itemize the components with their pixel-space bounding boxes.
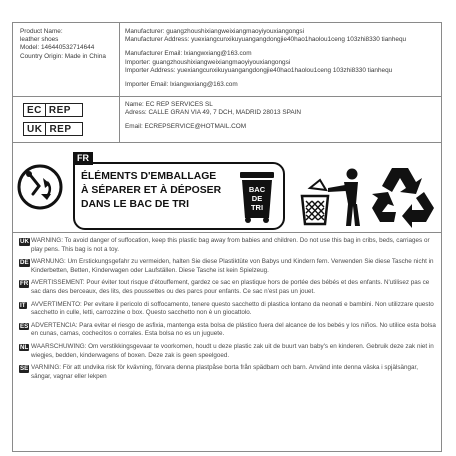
rep-address: Adress: CALLE GRAN VIA 49, 7 DCH, MADRID 28013 SPAIN xyxy=(125,109,302,117)
warning-text: AVERTISSEMENT: Pour éviter tout risque d'étouffement, gardez ce sac en plastique hors de portée des bébés et des enfants. N'utilisez pas ce sac dans des berceaux, des lits, des poussettes ou des parcs pour enfants. Ce sac n'est pas un jouet. xyxy=(31,279,430,295)
warning-es xyxy=(19,322,439,339)
symbols-row xyxy=(13,144,442,232)
rep-badges xyxy=(23,103,83,141)
rep-email: Email: ECREPSERVICE@HOTMAIL.COM xyxy=(125,123,247,131)
bin-line-1: BAC xyxy=(248,185,266,194)
triman-line-3: DANS LE BAC DE TRI xyxy=(81,199,189,210)
label-frame xyxy=(12,22,442,452)
warning-de xyxy=(19,258,439,275)
warning-fr xyxy=(19,279,439,296)
warning-text: WARNING: To avoid danger of suffocation, keep this plastic bag away from babies and children. Do not use this bag in cribs, beds, carriages or play pens. This bag is not a toy. xyxy=(31,237,430,253)
product-origin: Country Origin: Made in China xyxy=(20,52,106,60)
importer-name: Importer: guangzhoushixiangweixiangmaoyiyouxiangongsi xyxy=(125,58,291,66)
ec-label: EC xyxy=(27,104,42,116)
product-name: Product Name: xyxy=(20,28,63,35)
triman-info-box xyxy=(73,152,288,232)
bin-line-3: TRI xyxy=(250,203,264,212)
warning-text: AVVERTIMENTO: Per evitare il pericolo di soffocamento, tenere questo sacchetto di plastica lontano da neonati e bambini. Non utilizzare questo sacchetto in culle, letti, carrozzine o box. Questo sacchetto non è un giocattolo. xyxy=(31,300,434,317)
warning-text: ADVERTENCIA: Para evitar el riesgo de asfixia, mantenga esta bolsa de plástico fuera del alcance de los bebés y los niños. No utilice esta bolsa en cunas, camas, cochecitos o corrales. Esta bolsa no es un juguete. xyxy=(31,321,436,338)
flag-uk-icon: UK xyxy=(20,238,29,245)
warning-uk xyxy=(19,237,439,254)
warning-se xyxy=(19,364,439,381)
warning-text: WAARSCHUWING: Om verstikkingsgevaar te voorkomen, houdt u deze plastic zak uit de buurt van baby's en kinderen. Gebruik deze zak niet in wiegjes, bedden, kinderwagens of boxen. Deze zak is geen speelgoed. xyxy=(31,342,434,359)
triman-line-1: ÉLÉMENTS D'EMBALLAGE xyxy=(81,171,217,182)
flag-es-icon: ES xyxy=(20,322,29,330)
flag-nl-icon: NL xyxy=(20,343,29,351)
product-type: leather shoes xyxy=(20,36,59,44)
rep-name: Name: EC REP SERVICES SL xyxy=(125,101,213,108)
warning-it xyxy=(19,301,439,318)
divider xyxy=(13,232,441,233)
uk-rep-badge xyxy=(23,122,83,136)
manufacturer-name: Manufacturer: guangzhoushixiangweixiangmaoyiyouxiangongsi xyxy=(125,28,305,35)
recycle-icon xyxy=(368,162,440,228)
divider xyxy=(13,96,441,97)
ec-rep-badge xyxy=(23,103,83,117)
divider-vertical xyxy=(119,96,120,142)
flag-it-icon: IT xyxy=(20,301,26,309)
divider xyxy=(13,142,441,143)
tidyman-icon xyxy=(296,166,366,228)
warnings-list xyxy=(19,237,439,385)
uk-label: UK xyxy=(27,123,43,135)
product-info xyxy=(20,28,116,61)
flag-fr-icon: FR xyxy=(20,280,29,288)
flag-se-icon: SE xyxy=(20,365,29,373)
product-model: Model: 146440532714644 xyxy=(20,44,95,52)
bin-line-2: DE xyxy=(251,194,263,203)
triman-panel xyxy=(73,162,285,230)
divider-vertical xyxy=(119,23,120,96)
triman-icon xyxy=(17,164,63,210)
importer-address: Importer Address: yuexiangcunxikuyuangangdongjie40hao1haolou1ceng 103zhi8330 tianhequ xyxy=(125,66,393,74)
rep-label: REP xyxy=(49,123,72,135)
rep-info xyxy=(125,101,301,132)
warning-text: VARNING: För att undvika risk för kvävning, förvara denna plastpåse borta från spädbarn och barn. Använd inte denna väska i spjälsängar, sängar, vagnar eller lekpen xyxy=(31,364,419,380)
lang-tag: FR xyxy=(73,152,93,165)
rep-label: REP xyxy=(48,104,71,116)
triman-line-2: À SÉPARER ET À DÉPOSER xyxy=(81,185,222,196)
bin-icon xyxy=(237,168,277,224)
manufacturer-email: Manufacturer Email: lxiangwxiang@163.com xyxy=(125,50,252,58)
manufacturer-info xyxy=(125,28,439,89)
warning-text: WARNUNG: Um Erstickungsgefahr zu vermeiden, halten Sie diese Plastiktüte von Babys und Kindern fern. Verwenden Sie diese Tasche nicht in Kinderbetten, Betten, Kinderwagen oder Laufställen. Diese Tasche ist kein Spielzeug. xyxy=(31,258,434,274)
importer-email: Importer Email: lxiangwxiang@163.com xyxy=(125,81,238,89)
manufacturer-address: Manufacturer Address: yuexiangcunxikuyuangangdongjie40hao1haolou1ceng 103zhi8330 tianhequ xyxy=(125,36,407,44)
flag-de-icon: DE xyxy=(20,259,29,267)
warning-nl xyxy=(19,343,439,360)
